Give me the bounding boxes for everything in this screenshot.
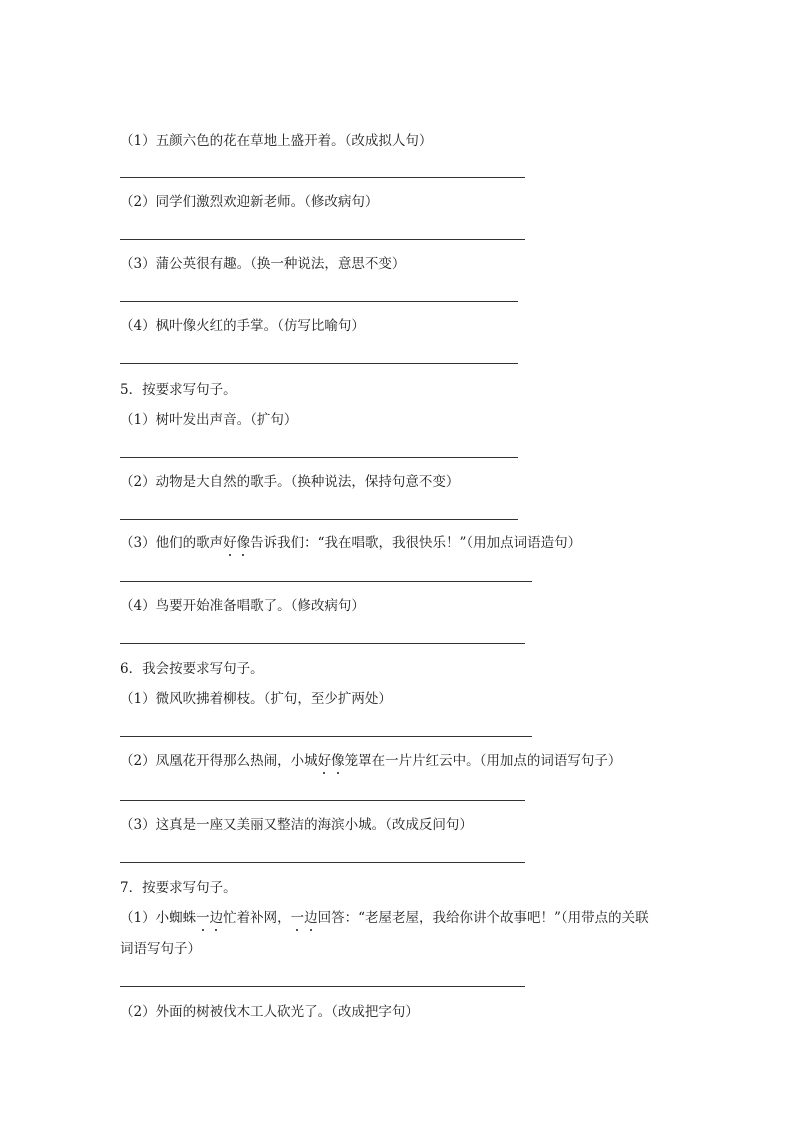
question-text: 回答：“老屋老屋，我给你讲个故事吧！”（用带点的关联 <box>317 910 649 926</box>
question-5-4: （4）鸟要开始准备唱歌了。（修改病句） <box>120 598 365 614</box>
question-4-2: （2）同学们激烈欢迎新老师。（修改病句） <box>120 194 379 210</box>
dotted-character: 像 <box>331 753 345 769</box>
dotted-character: 一 <box>196 910 210 926</box>
dotted-character: 边 <box>209 910 224 926</box>
answer-line[interactable] <box>120 986 525 987</box>
dotted-character: 好 <box>223 535 237 551</box>
answer-line[interactable] <box>120 177 525 178</box>
section-5-heading: 5．按要求写句子。 <box>120 382 237 398</box>
question-7-1-continued: 词语写句子） <box>120 941 201 957</box>
question-text: （2）凤凰花开得那么热闹，小城 <box>120 753 318 769</box>
answer-line[interactable] <box>120 736 532 737</box>
answer-line[interactable] <box>120 457 518 458</box>
question-4-1: （1）五颜六色的花在草地上盛开着。（改成拟人句） <box>120 133 433 149</box>
dotted-character: 边 <box>304 910 318 926</box>
answer-line[interactable] <box>120 800 525 801</box>
question-4-4: （4）枫叶像火红的手掌。（仿写比喻句） <box>120 318 365 334</box>
answer-line[interactable] <box>120 239 525 240</box>
dotted-character: 好 <box>317 753 332 769</box>
answer-line[interactable] <box>120 519 518 520</box>
question-text: 忙着补网， <box>223 910 291 926</box>
question-5-2: （2）动物是大自然的歌手。（换种说法，保持句意不变） <box>120 474 460 490</box>
question-5-1: （1）树叶发出声音。（扩句） <box>120 412 298 428</box>
answer-line[interactable] <box>120 581 532 582</box>
question-5-3 <box>120 534 581 552</box>
dotted-character: 像 <box>236 535 251 551</box>
answer-line[interactable] <box>120 862 525 863</box>
question-6-1: （1）微风吹拂着柳枝。（扩句，至少扩两处） <box>120 691 392 707</box>
dotted-character: 一 <box>290 910 305 926</box>
answer-line[interactable] <box>120 643 525 644</box>
answer-line[interactable] <box>120 363 518 364</box>
question-text: （3）他们的歌声 <box>120 535 224 551</box>
question-6-2 <box>120 752 621 770</box>
section-7-heading: 7．按要求写句子。 <box>120 880 237 896</box>
question-text: 笼罩在一片片红云中。（用加点的词语写句子） <box>344 753 622 769</box>
question-text: （1）小蜘蛛 <box>120 910 197 926</box>
question-7-1 <box>120 909 649 927</box>
question-text: 告诉我们：“我在唱歌，我很快乐！”（用加点词语造句） <box>250 535 582 551</box>
section-6-heading: 6．我会按要求写句子。 <box>120 661 264 677</box>
question-6-3: （3）这真是一座又美丽又整洁的海滨小城。（改成反问句） <box>120 817 473 833</box>
question-4-3: （3）蒲公英很有趣。（换一种说法，意思不变） <box>120 256 406 272</box>
question-7-2: （2）外面的树被伐木工人砍光了。（改成把字句） <box>120 1004 419 1020</box>
answer-line[interactable] <box>120 301 518 302</box>
